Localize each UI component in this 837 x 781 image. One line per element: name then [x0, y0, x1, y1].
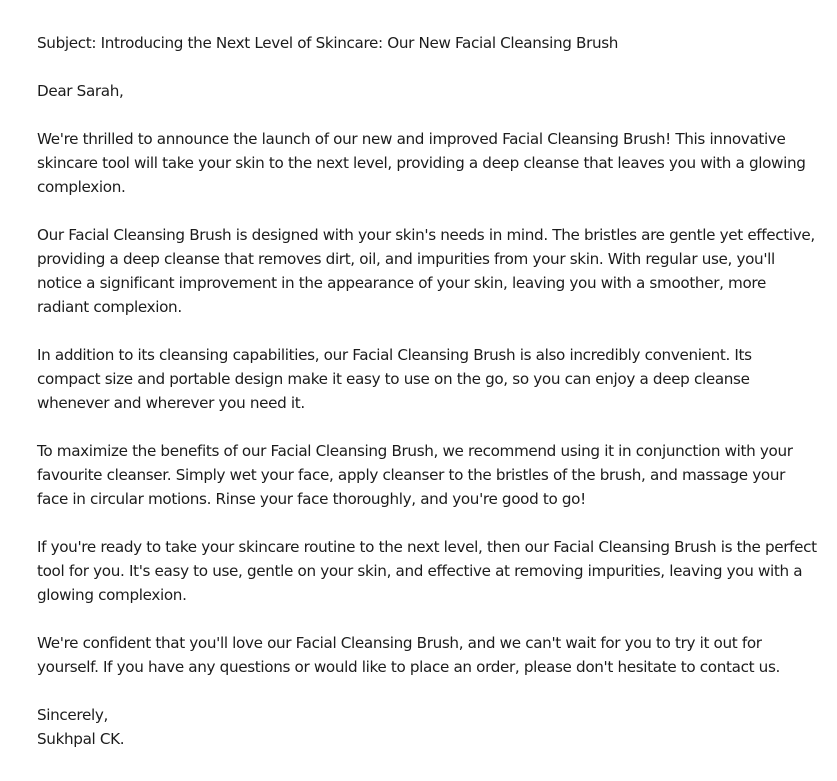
email-paragraph: If you're ready to take your skincare routine to the next level, then our Facial Cleansing Brush is the perfect tool for you. It's easy to use, gentle on your skin, and effective at removing impurities, leaving you with a glowing complexion.	[37, 538, 817, 604]
email-document	[37, 31, 817, 751]
email-paragraph: To maximize the benefits of our Facial Cleansing Brush, we recommend using it in conjunction with your favourite cleanser. Simply wet your face, apply cleanser to the bristles of the brush, and massage your face in circular motions. Rinse your face thoroughly, and you're good to go!	[37, 442, 793, 508]
email-sign-off: Sincerely,	[37, 706, 108, 724]
email-closing	[37, 703, 817, 751]
email-paragraph: We're thrilled to announce the launch of our new and improved Facial Cleansing Brush! This innovative skincare tool will take your skin to the next level, providing a deep cleanse that leaves you with a glowing complexion.	[37, 130, 806, 196]
email-subject: Subject: Introducing the Next Level of Skincare: Our New Facial Cleansing Brush	[37, 34, 619, 52]
email-paragraph: Our Facial Cleansing Brush is designed with your skin's needs in mind. The bristles are gentle yet effective, providing a deep cleanse that removes dirt, oil, and impurities from your skin. With regular use, you'll notice a significant improvement in the appearance of your skin, leaving you with a smoother, more radiant complexion.	[37, 226, 815, 316]
email-greeting: Dear Sarah,	[37, 82, 124, 100]
email-paragraph: We're confident that you'll love our Facial Cleansing Brush, and we can't wait for you to try it out for yourself. If you have any questions or would like to place an order, please don't hesitate to contact us.	[37, 634, 780, 676]
email-signature: Sukhpal CK.	[37, 730, 125, 748]
email-paragraph: In addition to its cleansing capabilities, our Facial Cleansing Brush is also incredibly convenient. Its compact size and portable design make it easy to use on the go, so you can enjoy a deep cleanse whenever and wherever you need it.	[37, 346, 752, 412]
